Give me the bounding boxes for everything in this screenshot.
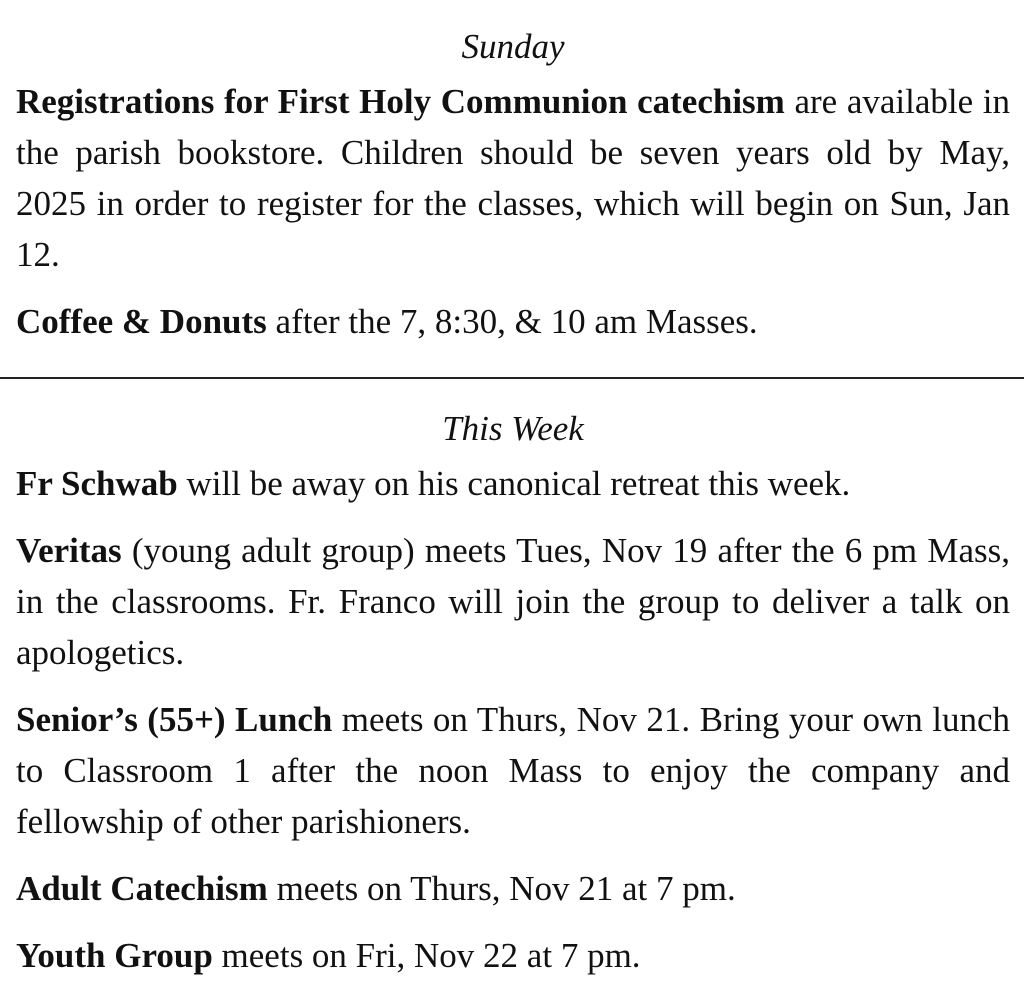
announcement-coffee-donuts xyxy=(16,296,1010,347)
section-divider xyxy=(0,377,1024,379)
announcement-veritas xyxy=(16,525,1010,678)
announcement-lead: Fr Schwab xyxy=(16,464,178,503)
announcement-fr-schwab xyxy=(16,458,1010,509)
announcement-body: meets on Thurs, Nov 21 at 7 pm. xyxy=(267,869,736,908)
announcement-lead: Registrations for First Holy Communion catechism xyxy=(16,82,785,121)
announcement-body: meets on Thurs, Nov 21. Bring your own lunch to Classroom 1 after the noon Mass to enjoy the company and fellowship of other parishioners. xyxy=(16,700,1010,841)
sunday-heading: Sunday xyxy=(461,27,565,66)
announcement-youth-group xyxy=(16,930,1010,981)
announcement-lead: Coffee & Donuts xyxy=(16,302,267,341)
announcement-body: are available in the parish bookstore. Children should be seven years old by May, 2025 in order to register for the classes, which will begin on Sun, Jan 12. xyxy=(16,82,1010,274)
announcement-lead: Adult Catechism xyxy=(16,869,268,908)
this-week-section xyxy=(16,404,1010,997)
announcement-body: meets on Fri, Nov 22 at 7 pm. xyxy=(212,936,641,975)
announcement-first-communion xyxy=(16,76,1010,280)
announcement-lead: Senior’s (55+) Lunch xyxy=(16,700,333,739)
announcement-adult-catechism xyxy=(16,863,1010,914)
announcement-lead: Veritas xyxy=(16,531,122,570)
announcement-seniors-lunch xyxy=(16,694,1010,847)
announcement-lead: Youth Group xyxy=(16,936,213,975)
announcement-body: will be away on his canonical retreat this week. xyxy=(177,464,851,503)
sunday-section xyxy=(16,22,1010,363)
announcement-body: (young adult group) meets Tues, Nov 19 after the 6 pm Mass, in the classrooms. Fr. Franco will join the group to deliver a talk on apologetics. xyxy=(16,531,1010,672)
this-week-heading: This Week xyxy=(442,409,584,448)
announcement-body: after the 7, 8:30, & 10 am Masses. xyxy=(266,302,758,341)
